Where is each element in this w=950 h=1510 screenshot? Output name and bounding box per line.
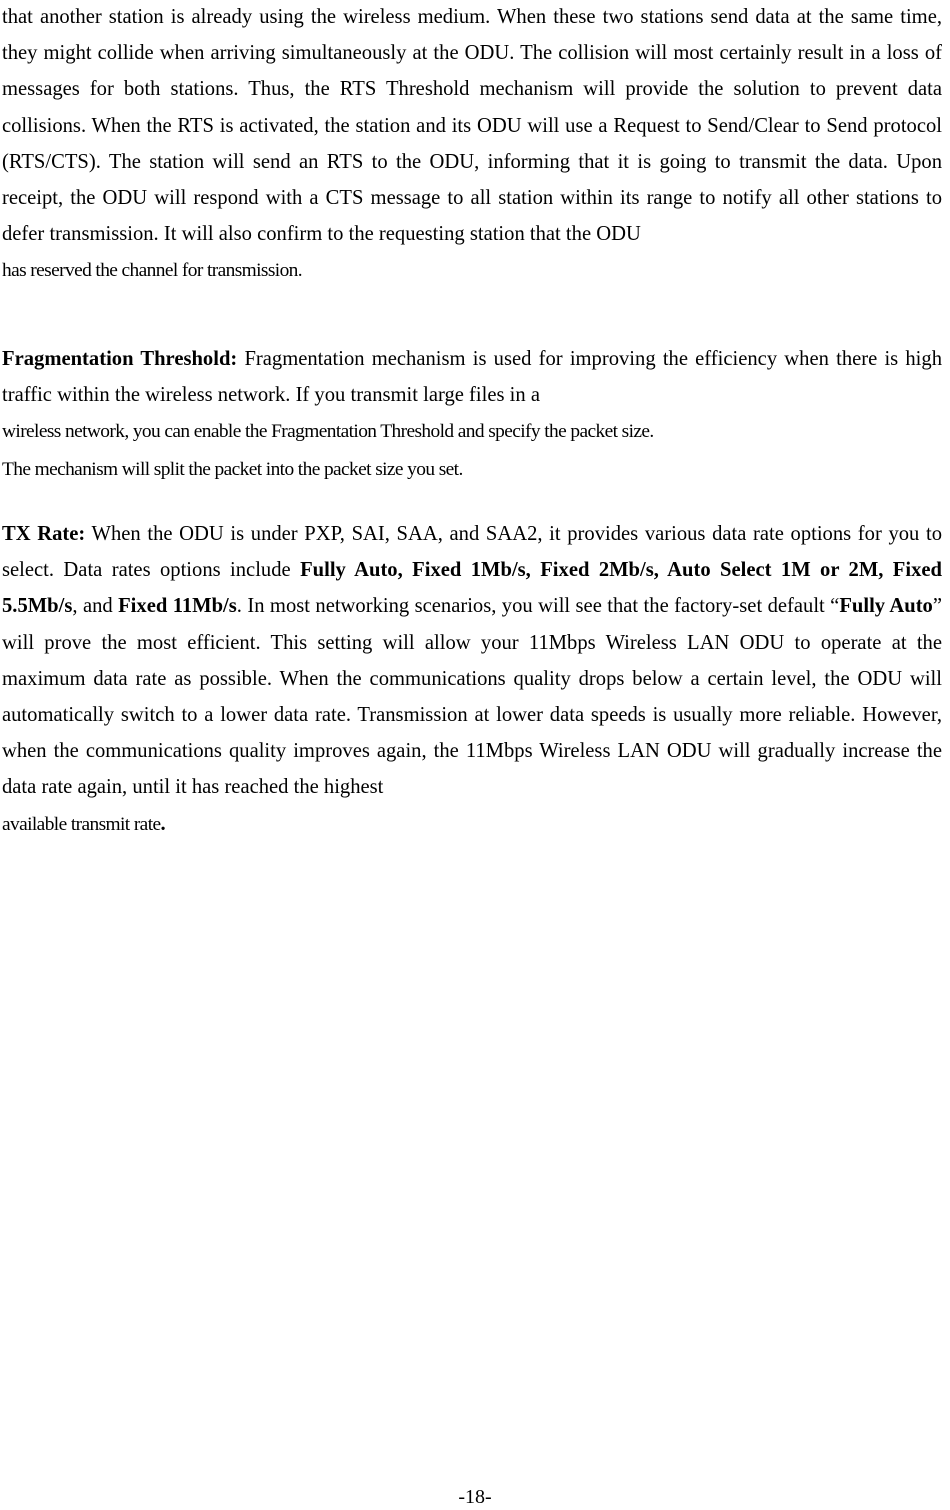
tx-rate-paragraph [2,516,942,843]
fragmentation-term: Fragmentation Threshold: [2,348,238,370]
rts-body-text: that another station is already using the wireless medium. When these two stations send data at the same time, they might collide when arriving simultaneously at the ODU. The collision will most certainly result in a loss of messages for both stations. Thus, the RTS Threshold mechanism will provide the solution to prevent data collisions. When the RTS is activated, the station and its ODU will use a Request to Send/Clear to Send protocol (RTS/CTS). The station will send an RTS to the ODU, informing that it is going to transmit the data. Upon receipt, the ODU will respond with a CTS message to all station within its range to notify all other stations to defer transmission. It will also confirm to the requesting station that the ODU [2,6,942,246]
fragmentation-tail-text-2: The mechanism will split the packet into the packet size you set. [2,458,463,480]
tx-rate-default: Fully Auto [839,595,933,618]
tx-rate-intro-text: When the ODU is under PXP, SAI, SAA, and SAA2, it provides various data rate options for you to select. Data rates options include [2,523,942,582]
rts-threshold-paragraph [2,0,942,290]
page-number: -18- [458,1486,492,1508]
rts-tail-text: has reserved the channel for transmission. [2,260,303,282]
fragmentation-tail-text-1: wireless network, you can enable the Fragmentation Threshold and specify the packet size. [2,421,654,443]
tx-rate-options: Fully Auto, Fixed 1Mb/s, Fixed 2Mb/s, Auto Select 1M or 2M, Fixed 5.5Mb/s [2,559,942,618]
tx-rate-rest-text: ” will prove the most efficient. This setting will allow your 11Mbps Wireless LAN ODU to operate at the maximum data rate as possible. When the communications quality drops below a certain level, the ODU will automatically switch to a lower data rate. Transmission at lower data speeds is usually more reliable. However, when the communications quality improves again, the 11Mbps Wireless LAN ODU will gradually increase the data rate again, until it has reached the highest [2,595,942,799]
fragmentation-body-text: Fragmentation mechanism is used for improving the efficiency when there is high traffic within the wireless network. If you transmit large files in a [2,348,943,407]
tx-rate-tail-end: . [160,812,166,835]
tx-rate-tail-text: available transmit rate [2,813,161,835]
fragmentation-threshold-paragraph [2,341,942,488]
tx-rate-term: TX Rate: [2,523,86,545]
tx-rate-mid-text: . In most networking scenarios, you will see that the factory-set default “ [236,595,840,618]
tx-rate-last-option: Fixed 11Mb/s [118,595,237,618]
tx-rate-and: , and [72,595,119,618]
